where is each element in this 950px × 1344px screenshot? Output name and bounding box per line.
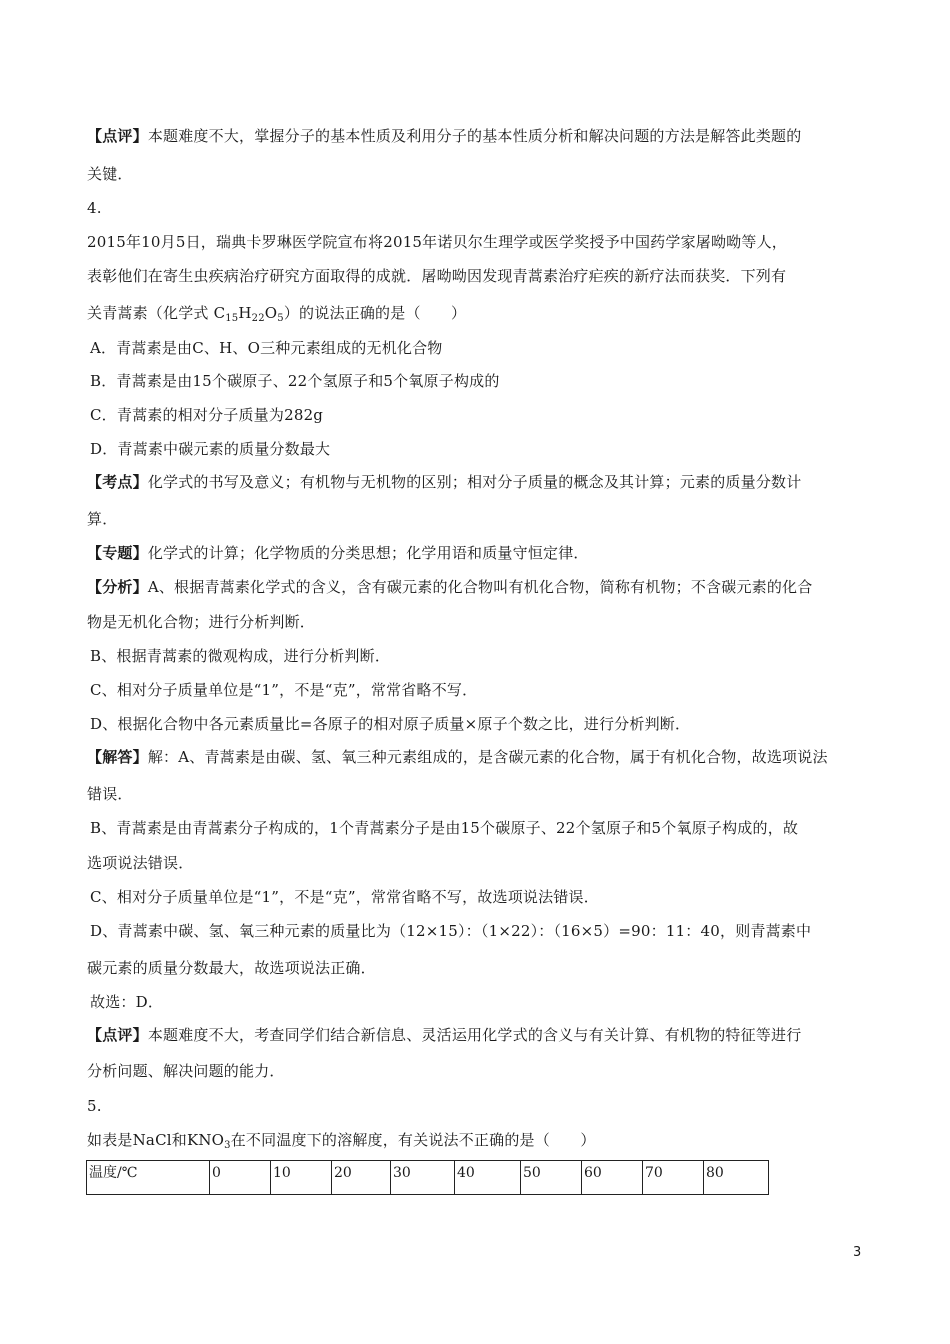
fenxi-c: C、相对分子质量单位是“1”，不是“克”，常常省略不写． — [90, 681, 478, 699]
table-cell: 50 — [521, 1161, 582, 1195]
option-c: C．青蒿素的相对分子质量为282g — [90, 406, 324, 424]
question5-number: 5. — [87, 1097, 102, 1115]
option-d: D．青蒿素中碳元素的质量分数最大 — [90, 440, 331, 458]
jieda-d-cont: 碳元素的质量分数最大，故选项说法正确． — [87, 959, 376, 977]
jieda-line — [87, 747, 828, 767]
answer: 故选：D． — [90, 993, 164, 1011]
kaodian-tag: 【考点】 — [87, 473, 148, 491]
review2-tag: 【点评】 — [87, 1026, 148, 1044]
stem-text: 如表是NaCl和KNO — [87, 1131, 225, 1149]
table-cell: 80 — [704, 1161, 769, 1195]
jieda-d: D、青蒿素中碳、氢、氧三种元素的质量比为（12×15）：（1×22）：（16×5）=90：11：40，则青蒿素中 — [90, 922, 812, 940]
jieda-tag: 【解答】 — [87, 748, 148, 766]
question-stem — [87, 303, 466, 329]
fenxi-text: A、根据青蒿素化学式的含义，含有碳元素的化合物叫有机化合物，简称有机物；不含碳元素的化合 — [147, 578, 813, 596]
subscript: 3 — [224, 1140, 231, 1151]
kaodian-text: 化学式的书写及意义；有机物与无机物的区别；相对分子质量的概念及其计算；元素的质量分数计 — [147, 473, 802, 491]
table-cell: 40 — [455, 1161, 521, 1195]
question-stem: 表彰他们在寄生虫疾病治疗研究方面取得的成就．屠呦呦因发现青蒿素治疗疟疾的新疗法而获奖．下列有 — [87, 267, 787, 285]
subscript: 22 — [251, 313, 265, 324]
table-cell: 70 — [643, 1161, 704, 1195]
option-b: B．青蒿素是由15个碳原子、22个氢原子和5个氧原子构成的 — [90, 372, 500, 390]
question5-stem — [87, 1130, 596, 1156]
solubility-table — [86, 1160, 769, 1195]
table-cell: 温度/℃ — [87, 1161, 210, 1195]
table-row — [87, 1161, 769, 1195]
stem-text: 关青蒿素（化学式 C — [87, 304, 226, 322]
review-line — [87, 126, 801, 146]
zhuanti-text: 化学式的计算；化学物质的分类思想；化学用语和质量守恒定律． — [147, 544, 589, 562]
jieda-b-cont: 选项说法错误． — [87, 854, 194, 872]
stem-text: O — [264, 304, 278, 322]
table-cell: 20 — [332, 1161, 391, 1195]
kaodian-line — [87, 472, 801, 492]
stem-text: H — [238, 304, 252, 322]
table-cell: 30 — [391, 1161, 455, 1195]
review2-line — [87, 1025, 801, 1045]
subscript: 15 — [225, 313, 239, 324]
review2-cont: 分析问题、解决问题的能力． — [87, 1062, 285, 1080]
jieda-text: 解：A、青蒿素是由碳、氢、氧三种元素组成的，是含碳元素的化合物，属于有机化合物，故选项说法 — [147, 748, 828, 766]
jieda-c: C、相对分子质量单位是“1”，不是“克”，常常省略不写，故选项说法错误． — [90, 888, 599, 906]
fenxi-cont: 物是无机化合物；进行分析判断． — [87, 613, 316, 631]
subscript: 5 — [277, 313, 284, 324]
stem-text: 在不同温度下的溶解度，有关说法不正确的是（ ） — [230, 1131, 596, 1149]
jieda-cont: 错误． — [87, 785, 133, 803]
review2-text: 本题难度不大，考查同学们结合新信息、灵活运用化学式的含义与有关计算、有机物的特征等进行 — [147, 1026, 802, 1044]
kaodian-cont: 算． — [87, 510, 118, 528]
stem-text: ）的说法正确的是（ ） — [283, 304, 467, 322]
review-line-cont: 关键． — [87, 165, 133, 183]
page-number: 3 — [853, 1245, 862, 1260]
question-stem: 2015年10月5日，瑞典卡罗琳医学院宣布将2015年诺贝尔生理学或医学奖授予中国药学家屠呦呦等人， — [87, 233, 787, 251]
zhuanti-line — [87, 543, 589, 563]
table-cell: 60 — [582, 1161, 643, 1195]
fenxi-d: D、根据化合物中各元素质量比=各原子的相对原子质量×原子个数之比，进行分析判断． — [90, 715, 691, 733]
fenxi-tag: 【分析】 — [87, 578, 148, 596]
fenxi-line — [87, 577, 812, 597]
zhuanti-tag: 【专题】 — [87, 544, 148, 562]
table-cell: 0 — [210, 1161, 271, 1195]
question-number: 4. — [87, 199, 102, 217]
review-tag: 【点评】 — [87, 127, 148, 145]
table-cell: 10 — [271, 1161, 332, 1195]
fenxi-b: B、根据青蒿素的微观构成，进行分析判断． — [90, 647, 391, 665]
jieda-b: B、青蒿素是由青蒿素分子构成的，1个青蒿素分子是由15个碳原子、22个氢原子和5个氧原子构成的，故 — [90, 819, 799, 837]
review-text: 本题难度不大，掌握分子的基本性质及利用分子的基本性质分析和解决问题的方法是解答此类题的 — [147, 127, 802, 145]
option-a: A．青蒿素是由C、H、O三种元素组成的无机化合物 — [90, 339, 443, 357]
